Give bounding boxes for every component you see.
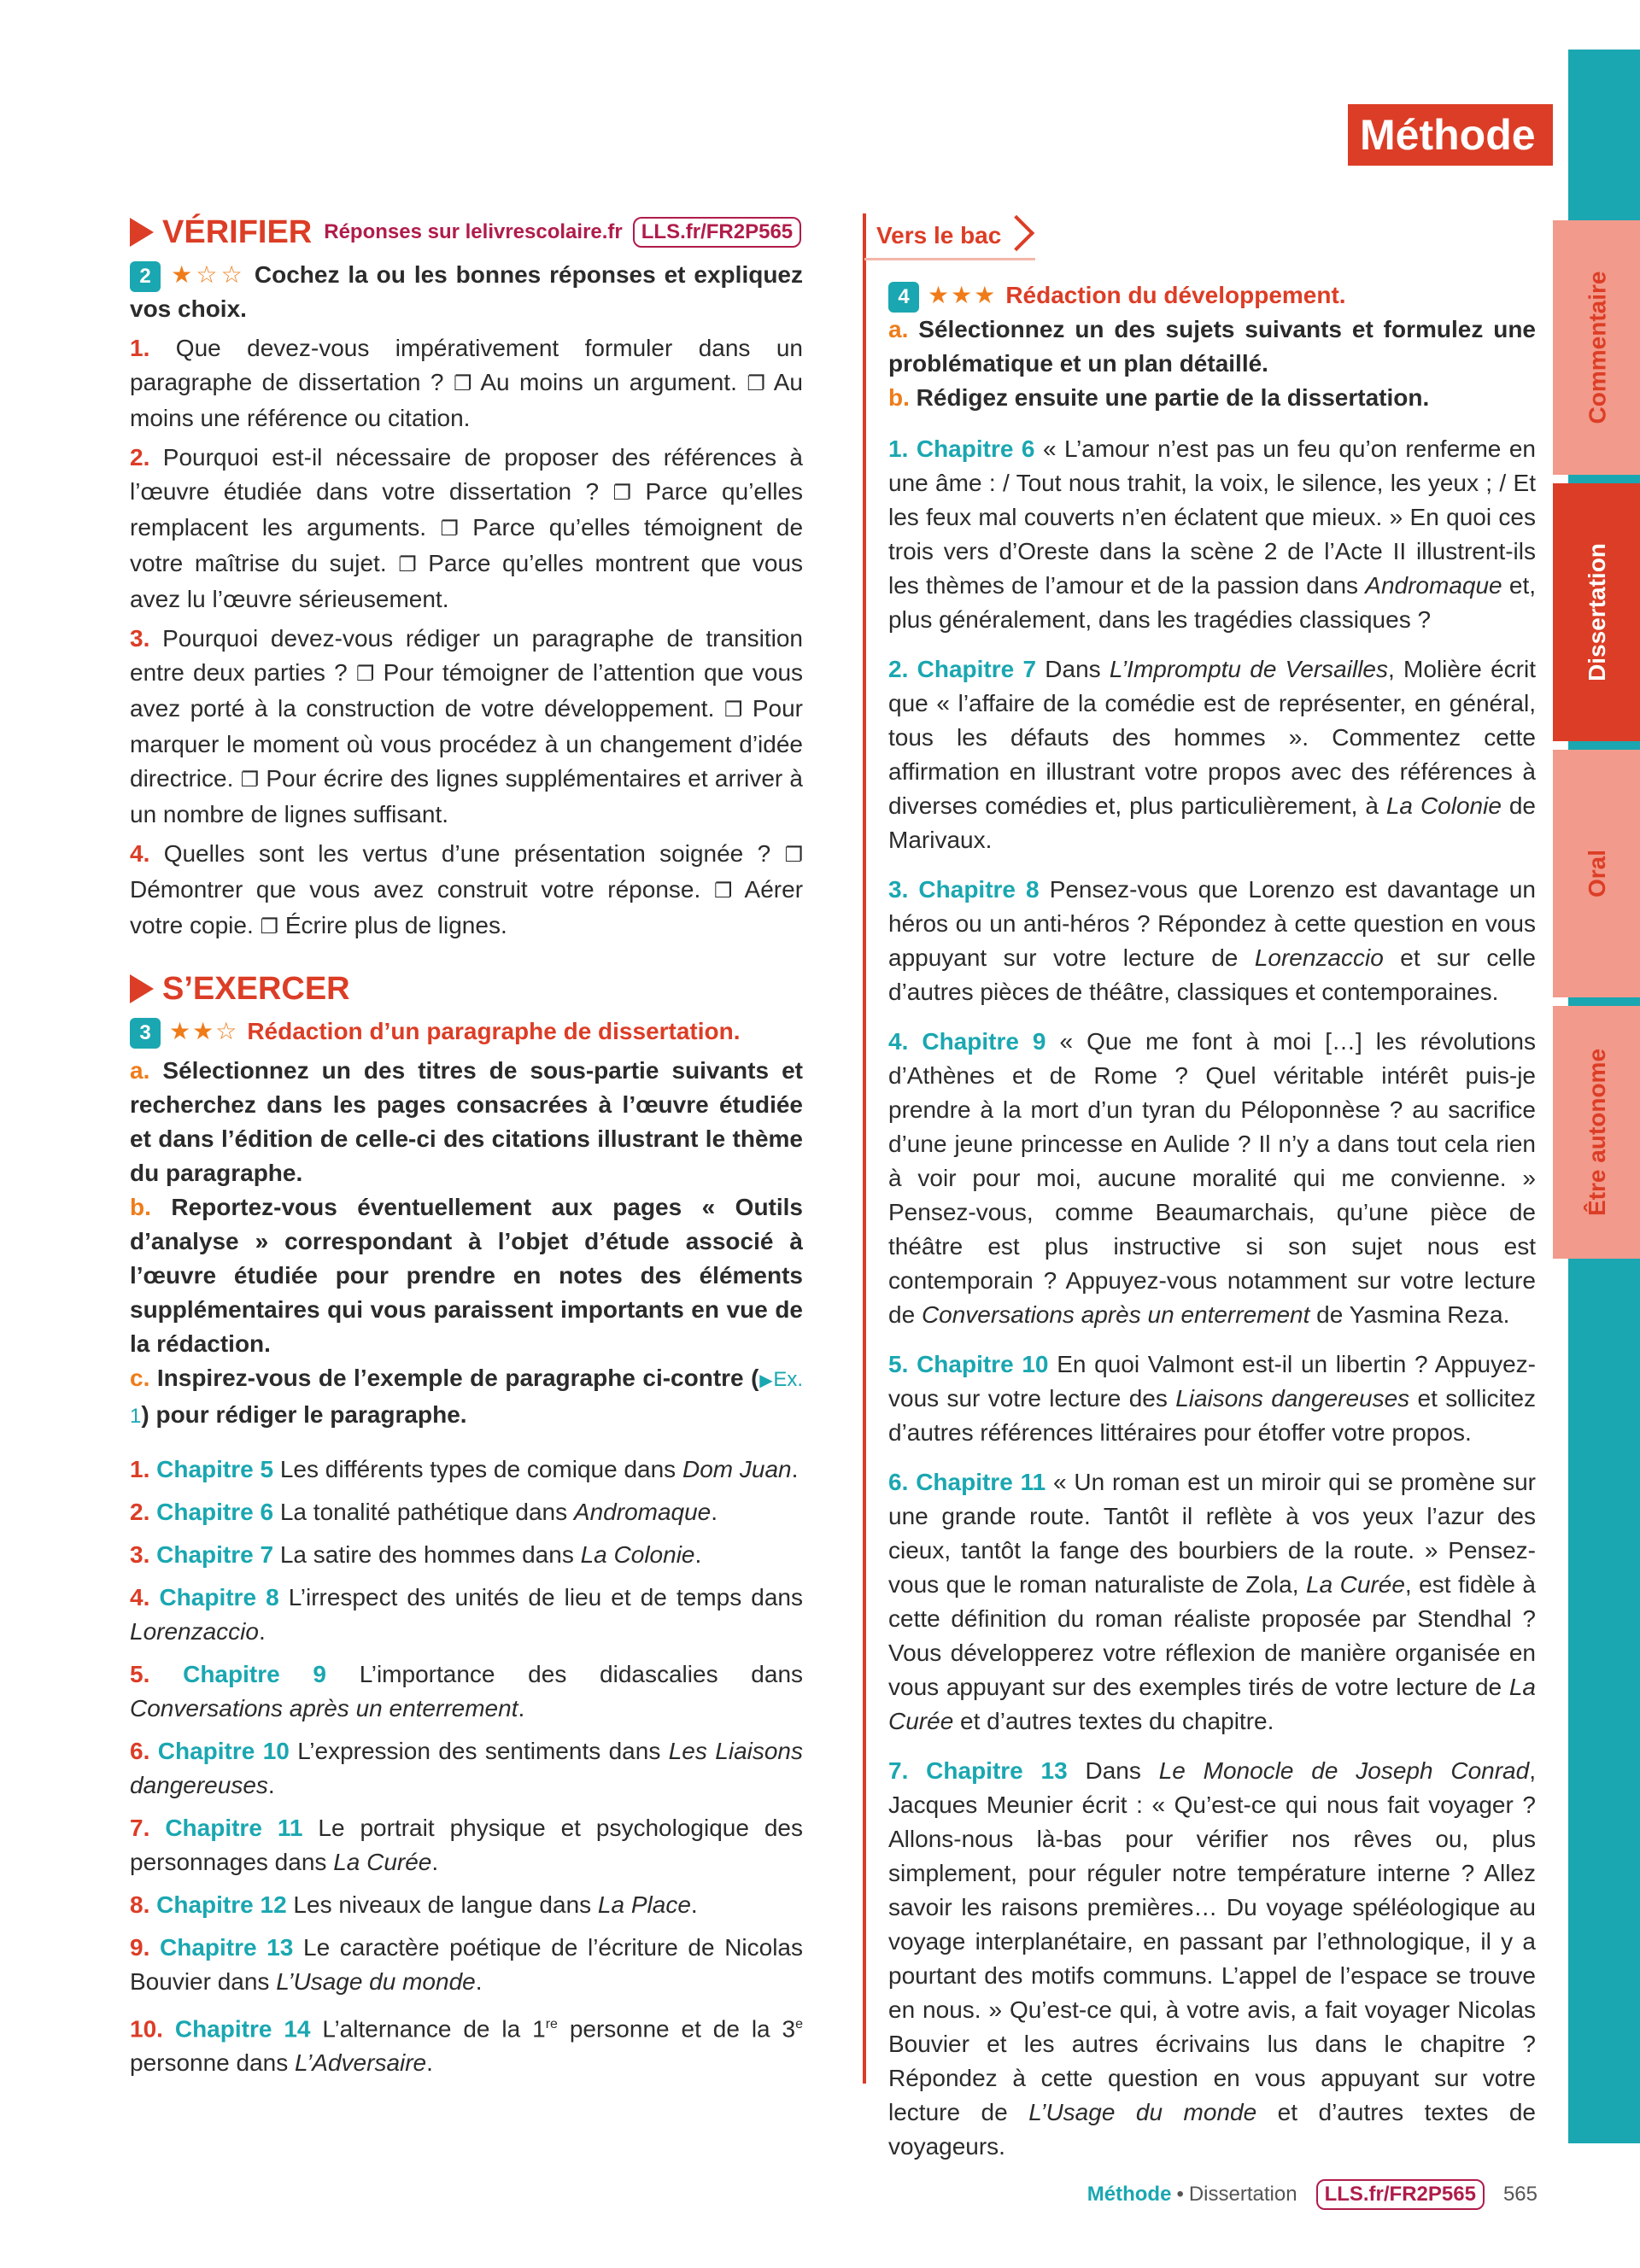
page-footer	[1025, 2179, 1538, 2210]
side-tab-oral[interactable]: Oral	[1553, 750, 1640, 997]
list-item: 4. Chapitre 8 L’irrespect des unités de lieu et de temps dans Lorenzaccio.	[130, 1584, 803, 1645]
difficulty-stars-icon: ★★☆	[169, 1018, 239, 1044]
subject-4: 4. Chapitre 9 « Que me font à moi […] les révolutions d’Athènes et de Rome ? Quel véritable intérêt puis-je prendre à la mort d’un tyran du Péloponnèse ? au sacrifice d’une jeune princesse en Aulide ? Il n’y a dans tout cela rien à voir pour moi, aucune moralité qui me convienne. » Pensez-vous, comme Beaumarchais, qu’une pièce de théâtre est plus instructive si son sujet nous est contemporain ? Appuyez-vous notamment sur votre lecture de Conversations après un enterrement de Yasmina Reza.	[888, 1028, 1536, 1328]
example-reference-link[interactable]: Ex. 1	[130, 1368, 803, 1428]
footer-separator: •	[1176, 2183, 1184, 2206]
checkbox-icon[interactable]: ❐	[260, 915, 279, 938]
play-triangle-icon	[130, 974, 154, 1003]
exercise-number-badge: 4	[888, 282, 919, 313]
vers-le-bac-label: Vers le bac	[866, 219, 1011, 253]
exercise-number-badge: 2	[130, 261, 161, 292]
sexercer-header	[130, 970, 803, 1008]
footer-method: Méthode	[1086, 2183, 1172, 2206]
verifier-subtitle: Réponses sur lelivrescolaire.fr	[324, 220, 623, 243]
checkbox-icon[interactable]: ❐	[440, 517, 459, 541]
checkbox-icon[interactable]: ❐	[713, 880, 733, 903]
list-item: 10. Chapitre 14 L’alternance de la 1re personne et de la 3e personne dans L’Adversaire.	[130, 2015, 804, 2077]
exercise-2-instruction: Cochez la ou les bonnes réponses et expliquez vos choix.	[130, 261, 803, 322]
exercise-4-title: Rédaction du développement.	[1005, 282, 1346, 308]
difficulty-stars-icon: ★★★	[928, 282, 998, 308]
list-item: 8. Chapitre 12 Les niveaux de langue dans La Place.	[130, 1891, 698, 1918]
subject-1: 1. Chapitre 6 « L’amour n’est pas un feu qu’on renferme en une âme : / Tout nous trahit, la voix, le silence, les yeux ; / Et les feux mal couverts n’en éclatent que mieux. » En quoi ces trois vers d’Oreste dans la scène 2 de l’Acte II illustrent-ils les thèmes de l’amour et de la passion dans Andromaque et, plus généralement, dans les tragédies classiques ?	[888, 435, 1536, 633]
subject-5: 5. Chapitre 10 En quoi Valmont est-il un libertin ? Appuyez-vous sur votre lecture des Liaisons dangereuses et sollicitez d’autres références littéraires pour étoffer votre propos.	[888, 1351, 1537, 1446]
play-triangle-icon	[130, 218, 154, 247]
side-tab-etre-autonome[interactable]: Être autonome	[1553, 1006, 1640, 1259]
exercise-3-instructions: a. Sélectionnez un des titres de sous-partie suivants et recherchez dans les pages consacrées à l’œuvre étudiée et dans l’édition de celle-ci des citations illustrant le thème du paragraphe. b. Reportez-vous éventuellement aux pages « Outils d’analyse » correspondant à l’objet d’étude associé à l’œuvre étudiée pour prendre en notes des éléments supplémentaires qui vous paraissent importants en vue de la rédaction. c. Inspirez-vous de l’exemple de paragraphe ci-contre (▶Ex. 1) pour rédiger le paragraphe.	[130, 1057, 803, 1428]
checkbox-icon[interactable]: ❐	[453, 372, 472, 395]
checkbox-icon[interactable]: ❐	[747, 372, 765, 395]
play-arrow-icon: ▶	[758, 1371, 774, 1390]
exercise-4-instructions: a. Sélectionnez un des sujets suivants et formulez une problématique et un plan détaillé. b. Rédigez ensuite une partie de la dissertation.	[888, 316, 1537, 411]
page-number: 565	[1502, 2183, 1538, 2206]
exercise-3-list	[130, 1453, 803, 1999]
methode-banner: Méthode	[1348, 104, 1553, 166]
difficulty-stars-icon: ★☆☆	[169, 261, 246, 288]
list-item: 6. Chapitre 10 L’expression des sentiments dans Les Liaisons dangereuses.	[130, 1738, 803, 1798]
left-column	[130, 213, 803, 2089]
verifier-link[interactable]: LLS.fr/FR2P565	[633, 217, 801, 248]
exercise-3-header	[130, 1014, 803, 1049]
subject-6: 6. Chapitre 11 « Un roman est un miroir qui se promène sur une grande route. Tantôt il reflète à vos yeux l’azur des cieux, tantôt la fange des bourbiers de la route. » Pensez-vous que le roman naturaliste de Zola, La Curée, est fidèle à cette définition du roman réaliste proposée par Stendhal ? Vous développerez votre réflexion de manière organisée en vous appuyant sur des exemples tirés de votre lecture de La Curée et d’autres textes du chapitre.	[888, 1469, 1537, 1734]
exercise-number-badge: 3	[130, 1018, 161, 1049]
side-tab-commentaire[interactable]: Commentaire	[1553, 220, 1640, 475]
subject-3: 3. Chapitre 8 Pensez-vous que Lorenzo est davantage un héros ou un anti-héros ? Répondez à cette question en vous appuyant sur votre lecture de Lorenzaccio et sur celle d’autres pièces de théâtre, classiques et contemporaines.	[888, 876, 1536, 1005]
checkbox-icon[interactable]: ❐	[723, 699, 743, 722]
right-column	[888, 278, 1536, 2172]
checkbox-icon[interactable]: ❐	[240, 769, 260, 792]
checkbox-icon[interactable]: ❐	[784, 844, 803, 867]
footer-link[interactable]: LLS.fr/FR2P565	[1316, 2179, 1485, 2210]
subject-7: 7. Chapitre 13 Dans Le Monocle de Joseph Conrad, Jacques Meunier écrit : « Qu’est-ce qui nous fait voyager ? Allons-nous là-bas pour vérifier nos rêves ou, plus simplement, pour réguler notre température interne ? Allez savoir les raisons premières… Du voyage spéléologique au voyage interplanétaire, en passant par l’ethnologique, il y a pourtant des motifs communs. L’appel de l’espace se trouve en nous. » Qu’est-ce qui, à votre avis, a fait voyager Nicolas Bouvier et les autres écrivains lus dans le chapitre ? Répondez à cette question en vous appuyant sur votre lecture de L’Usage du monde et d’autres textes de voyageurs.	[888, 1757, 1536, 2160]
question-2: 2. Pourquoi est-il nécessaire de proposer des références à l’œuvre étudiée dans votre dissertation ? ❐ Parce qu’elles remplacent les arguments. ❐ Parce qu’elles témoignent de votre maîtrise du sujet. ❐ Parce qu’elles montrent que vous avez lu l’œuvre sérieusement.	[130, 444, 804, 612]
footer-section: Dissertation	[1188, 2183, 1297, 2206]
verifier-title: VÉRIFIER	[162, 214, 313, 250]
exercise-4-header	[888, 278, 1536, 313]
list-item: 1. Chapitre 5 Les différents types de comique dans Dom Juan.	[130, 1456, 799, 1482]
question-1: 1. Que devez-vous impérativement formuler dans un paragraphe de dissertation ? ❐ Au moins un argument. ❐ Au moins une référence ou citation.	[130, 335, 804, 431]
checkbox-icon[interactable]: ❐	[355, 663, 375, 686]
verifier-header	[130, 213, 803, 251]
bac-underline	[864, 258, 1035, 260]
checkbox-icon[interactable]: ❐	[398, 553, 417, 576]
list-item: 9. Chapitre 13 Le caractère poétique de l’écriture de Nicolas Bouvier dans L’Usage du monde.	[130, 1934, 804, 1995]
list-item: 7. Chapitre 11 Le portrait physique et psychologique des personnages dans La Curée.	[130, 1815, 804, 1875]
subject-2: 2. Chapitre 7 Dans L’Impromptu de Versailles, Molière écrit que « l’affaire de la comédie est de représenter, en général, tous les défauts des hommes ». Commentez cette affirmation en illustrant votre propos avec des références à diverses comédies et, plus particulièrement, à La Colonie de Marivaux.	[888, 656, 1536, 853]
list-item: 5. Chapitre 9 L’importance des didascalies dans Conversations après un enterrement.	[130, 1661, 804, 1721]
list-item: 2. Chapitre 6 La tonalité pathétique dans Andromaque.	[130, 1499, 718, 1525]
side-tab-dissertation[interactable]: Dissertation	[1553, 483, 1640, 741]
checkbox-icon[interactable]: ❐	[612, 482, 632, 505]
sexercer-title: S’EXERCER	[162, 971, 350, 1007]
list-item: 3. Chapitre 7 La satire des hommes dans La Colonie.	[130, 1541, 702, 1568]
exercise-3-title: Rédaction d’un paragraphe de dissertation.	[247, 1018, 741, 1044]
exercise-2-header	[130, 258, 803, 326]
question-3: 3. Pourquoi devez-vous rédiger un paragraphe de transition entre deux parties ? ❐ Pour témoigner de l’attention que vous avez porté à la construction de votre développement. ❐ Pour marquer le moment où vous procédez à un changement d’idée directrice. ❐ Pour écrire des lignes supplémentaires et arriver à un nombre de lignes suffisant.	[130, 625, 804, 827]
question-4: 4. Quelles sont les vertus d’une présentation soignée ? ❐ Démontrer que vous avez construit votre réponse. ❐ Aérer votre copie. ❐ Écrire plus de lignes.	[130, 840, 804, 938]
